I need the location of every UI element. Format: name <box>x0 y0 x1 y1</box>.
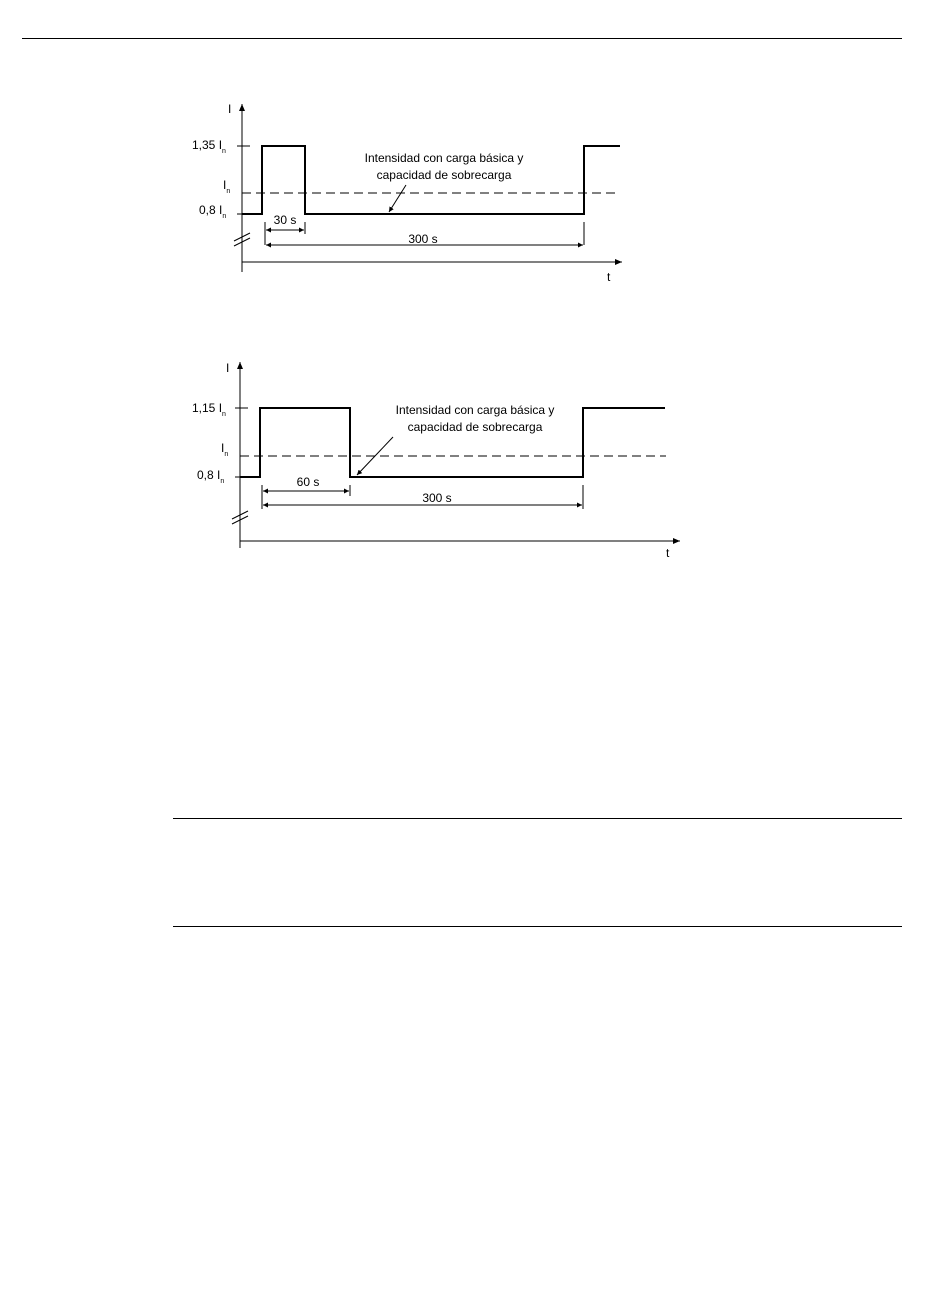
load-waveform <box>240 408 665 477</box>
load-cycle-diagram-1 <box>192 102 622 284</box>
level-low-label: 0,8 $I_n$ <box>197 468 225 485</box>
annotation-text: capacidad de sobrecarga <box>376 168 512 182</box>
load-cycle-diagram-2 <box>192 361 680 560</box>
annotation-leader <box>389 185 406 212</box>
level-low-label: 0,8 $I_n$ <box>199 203 227 220</box>
annotation-text: capacidad de sobrecarga <box>407 420 543 434</box>
y-axis-label: I <box>228 102 232 116</box>
period-label: 300 s <box>422 491 452 505</box>
level-high-label: 1,35 $I_n$ <box>192 138 226 155</box>
level-high-label: 1,15 $I_n$ <box>192 401 226 418</box>
x-axis-label: t <box>666 546 670 560</box>
level-rated-label: $I_n$ <box>221 441 229 458</box>
x-axis-label: t <box>607 270 611 284</box>
y-axis-label: I <box>226 361 230 375</box>
annotation-text: Intensidad con carga básica y <box>364 151 524 165</box>
period-label: 300 s <box>408 232 438 246</box>
level-rated-label: $I_n$ <box>223 178 231 195</box>
pulse-duration-label: 30 s <box>273 213 297 227</box>
annotation-text: Intensidad con carga básica y <box>395 403 555 417</box>
pulse-duration-label: 60 s <box>296 475 320 489</box>
